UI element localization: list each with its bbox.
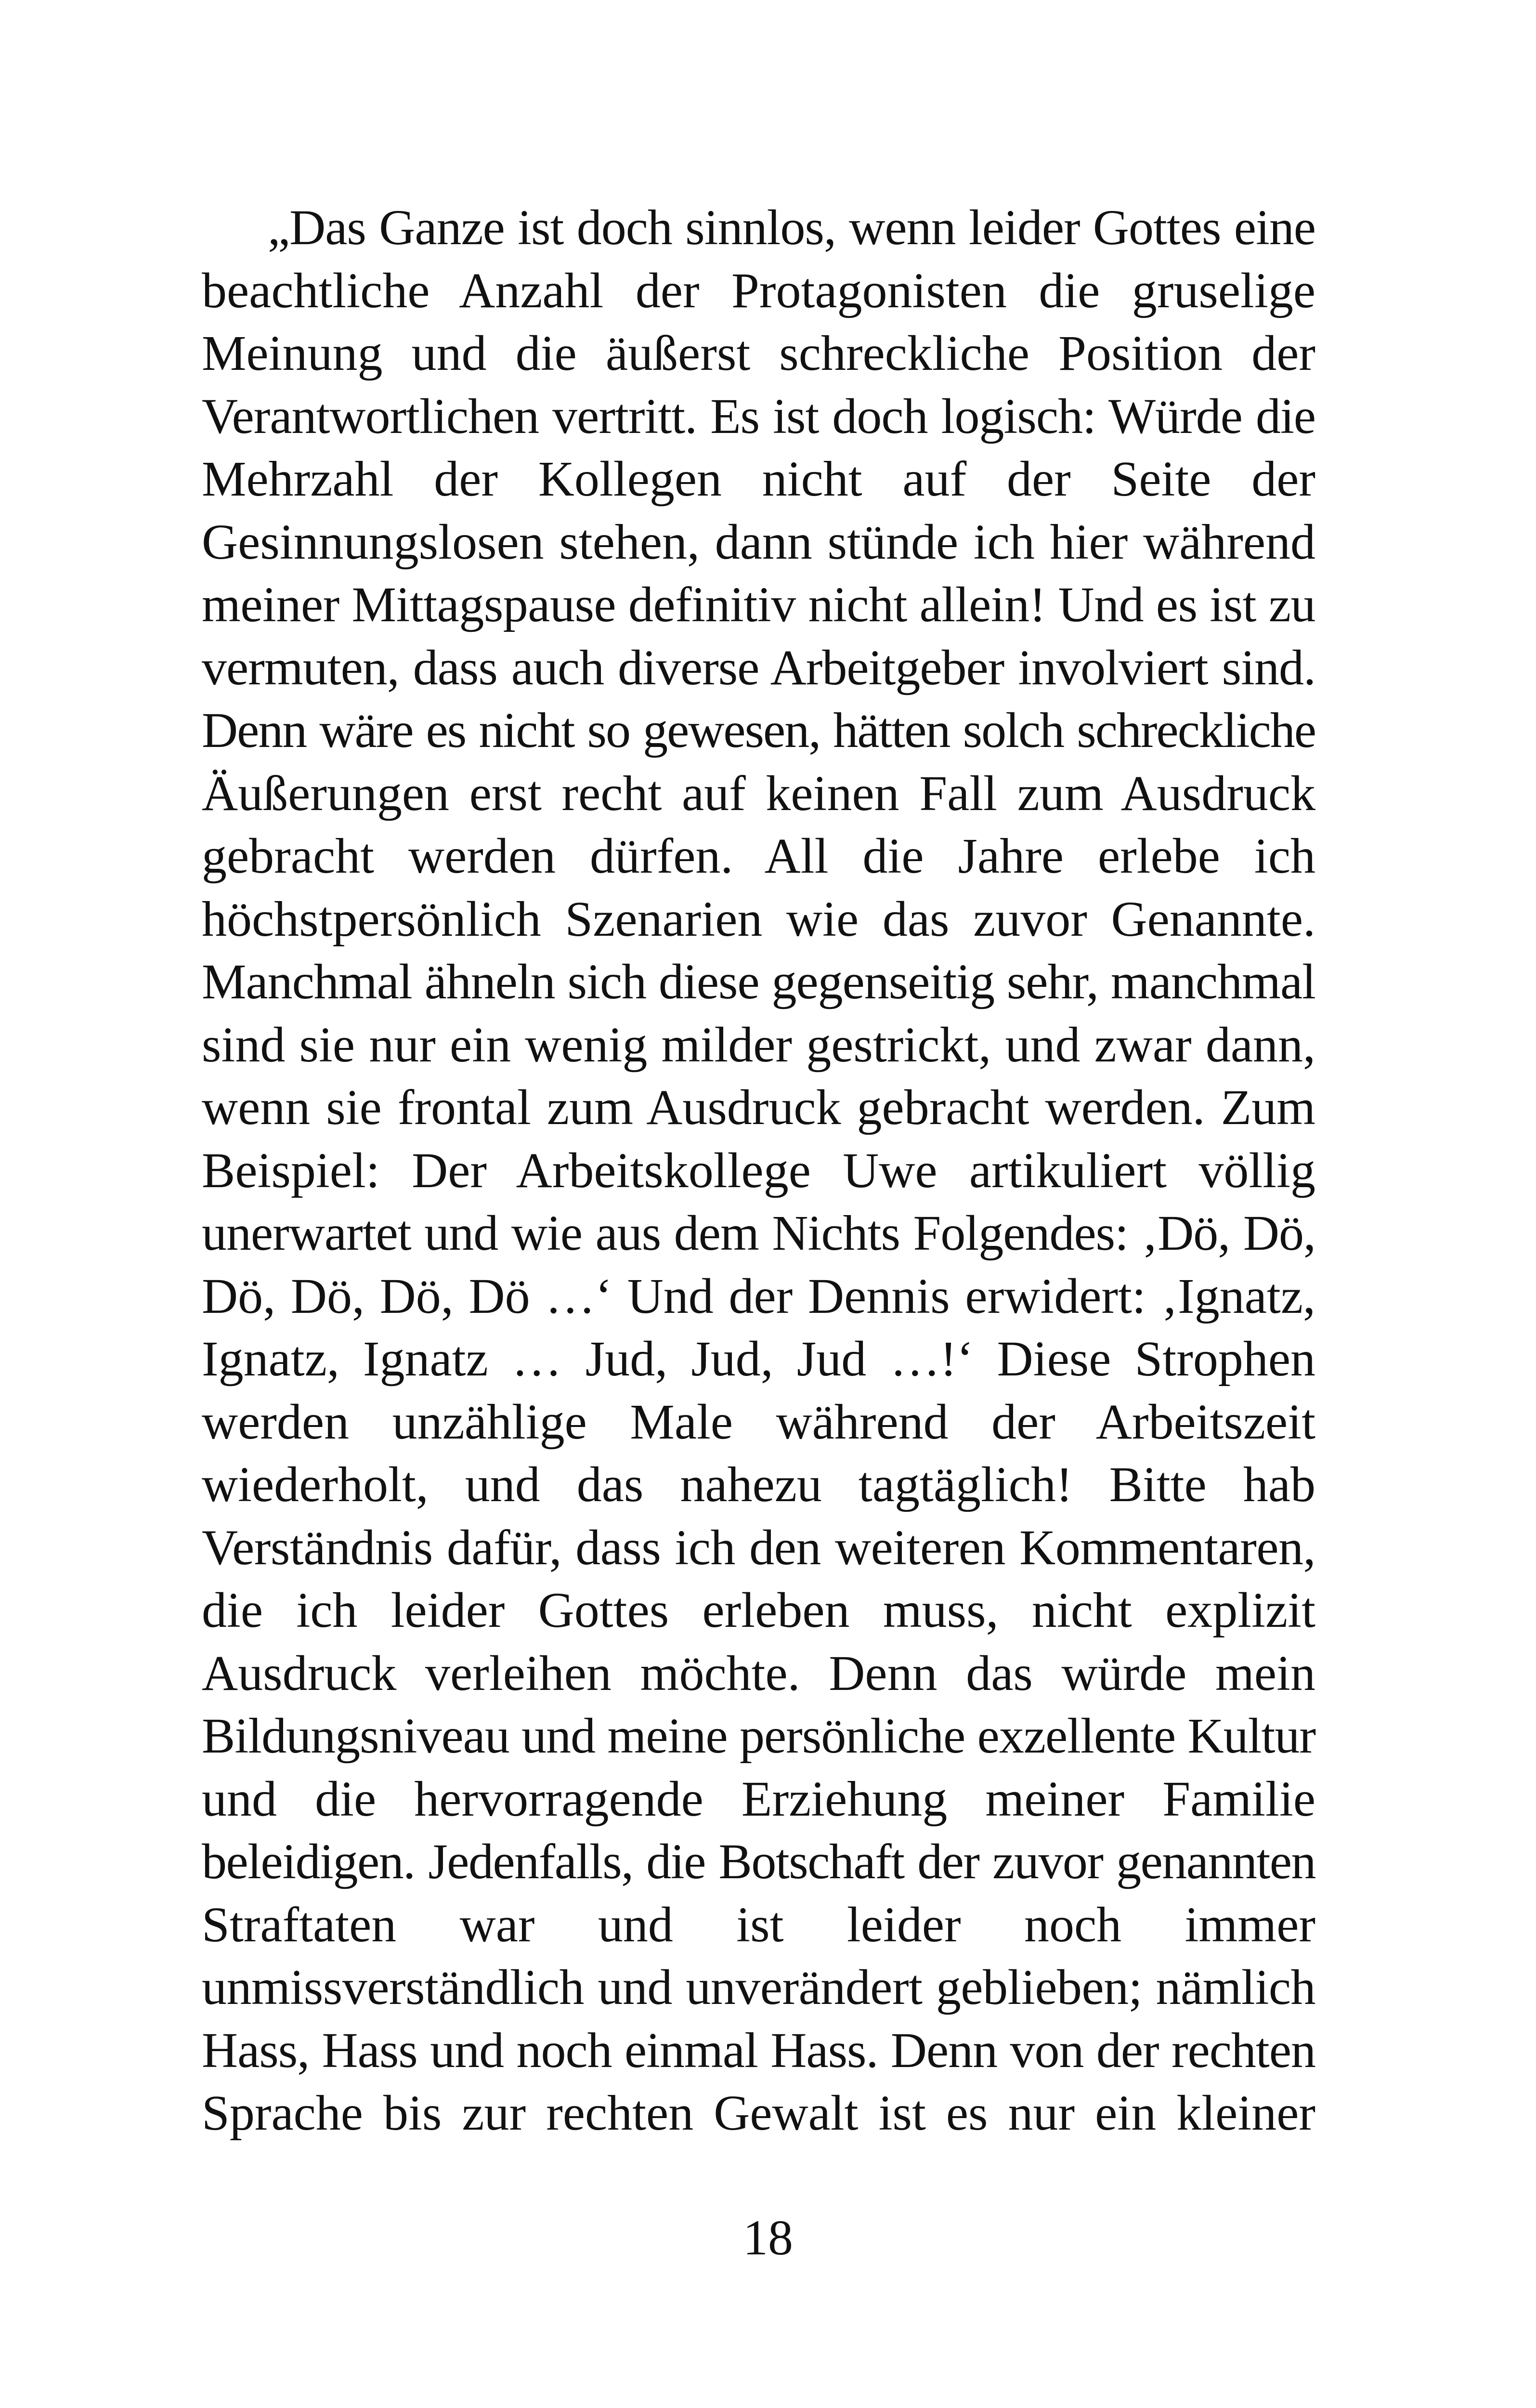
- text-line: werden unzählige Male während der Arbeitszeit: [202, 1394, 1315, 1450]
- body-paragraph: [202, 196, 1315, 2145]
- text-line: Dö, Dö, Dö, Dö …‘ Und der Dennis erwidert: ‚Ignatz,: [202, 1268, 1315, 1324]
- text-line: höchstpersönlich Szenarien wie das zuvor Genannte.: [202, 891, 1315, 947]
- text-line: wiederholt, und das nahezu tagtäglich! Bitte hab: [202, 1457, 1315, 1512]
- text-line: Denn wäre es nicht so gewesen, hätten solch schreckliche: [202, 703, 1315, 758]
- text-line: und die hervorragende Erziehung meiner Familie: [202, 1771, 1315, 1827]
- text-line: Beispiel: Der Arbeitskollege Uwe artikuliert völlig: [202, 1142, 1315, 1198]
- text-line: Verständnis dafür, dass ich den weiteren Kommentaren,: [202, 1519, 1315, 1575]
- text-line: meiner Mittagspause definitiv nicht allein! Und es ist zu: [202, 577, 1315, 632]
- text-line: beleidigen. Jedenfalls, die Botschaft der zuvor genannten: [202, 1834, 1315, 1889]
- text-line: Bildungsniveau und meine persönliche exzellente Kultur: [202, 1708, 1315, 1764]
- text-line: unmissverständlich und unverändert geblieben; nämlich: [202, 1960, 1315, 2015]
- text-line: beachtliche Anzahl der Protagonisten die gruselige: [202, 262, 1315, 318]
- text-line: gebracht werden dürfen. All die Jahre erlebe ich: [202, 828, 1315, 884]
- text-line: Verantwortlichen vertritt. Es ist doch logisch: Würde die: [202, 388, 1315, 444]
- text-line: „Das Ganze ist doch sinnlos, wenn leider Gottes eine: [268, 200, 1315, 255]
- text-line: vermuten, dass auch diverse Arbeitgeber involviert sind.: [202, 640, 1315, 695]
- page-number: 18: [743, 2210, 793, 2265]
- text-line: Meinung und die äußerst schreckliche Position der: [202, 326, 1315, 381]
- text-line: Hass, Hass und noch einmal Hass. Denn von der rechten: [202, 2022, 1315, 2078]
- text-line: unerwartet und wie aus dem Nichts Folgendes: ‚Dö, Dö,: [202, 1205, 1315, 1261]
- text-line: Gesinnungslosen stehen, dann stünde ich hier während: [202, 514, 1315, 570]
- text-line: wenn sie frontal zum Ausdruck gebracht werden. Zum: [202, 1080, 1315, 1135]
- text-line: Manchmal ähneln sich diese gegenseitig sehr, manchmal: [202, 954, 1315, 1009]
- text-line: sind sie nur ein wenig milder gestrickt, und zwar dann,: [202, 1017, 1315, 1073]
- text-line: Straftaten war und ist leider noch immer: [202, 1897, 1315, 1952]
- text-line: Mehrzahl der Kollegen nicht auf der Seite der: [202, 451, 1315, 507]
- text-line: Äußerungen erst recht auf keinen Fall zum Ausdruck: [202, 765, 1315, 821]
- text-line: Sprache bis zur rechten Gewalt ist es nur ein kleiner: [202, 2085, 1315, 2141]
- text-line: Ausdruck verleihen möchte. Denn das würde mein: [202, 1645, 1315, 1701]
- text-line: Ignatz, Ignatz … Jud, Jud, Jud …!‘ Diese Strophen: [202, 1331, 1315, 1387]
- text-line: die ich leider Gottes erleben muss, nicht explizit: [202, 1583, 1315, 1638]
